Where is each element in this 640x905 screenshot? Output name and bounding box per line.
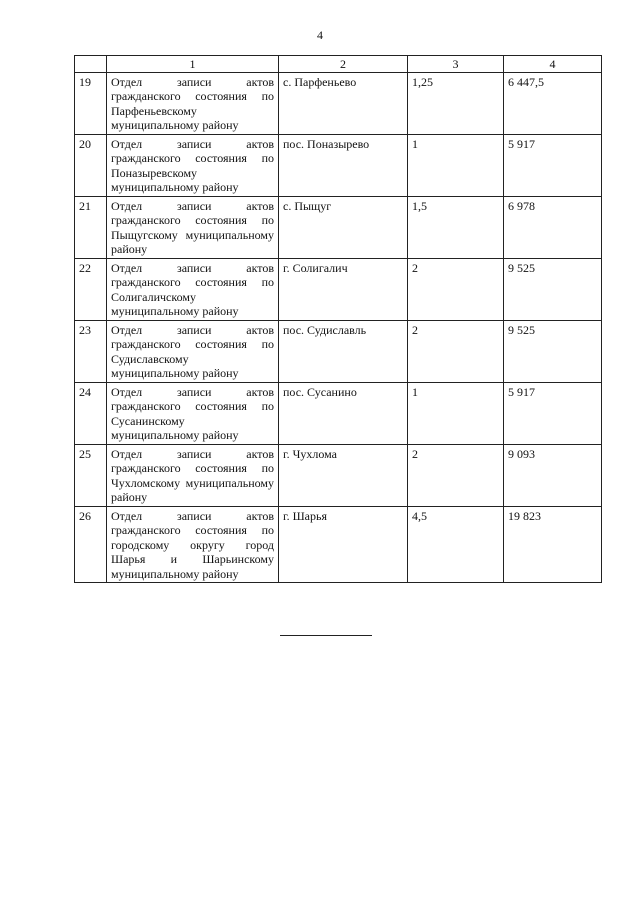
department-name: Отдел записи актов гражданского состояния по Сусанинскому муниципальному району bbox=[107, 382, 279, 444]
department-name: Отдел записи актов гражданского состояния по Судиславскому муниципальному району bbox=[107, 320, 279, 382]
header-cell-2: 2 bbox=[279, 56, 408, 73]
row-number: 26 bbox=[75, 506, 107, 583]
table-row bbox=[75, 258, 602, 320]
table-body bbox=[75, 72, 602, 583]
header-cell-number bbox=[75, 56, 107, 73]
row-number: 19 bbox=[75, 72, 107, 134]
table-row bbox=[75, 134, 602, 196]
header-cell-1: 1 bbox=[107, 56, 279, 73]
table-row bbox=[75, 196, 602, 258]
department-name: Отдел записи актов гражданского состояния по Поназыревскому муниципальному району bbox=[107, 134, 279, 196]
table-row bbox=[75, 444, 602, 506]
row-number: 25 bbox=[75, 444, 107, 506]
department-name: Отдел записи актов гражданского состояния по Чухломскому муниципальному району bbox=[107, 444, 279, 506]
amount: 5 917 bbox=[504, 382, 602, 444]
table-row bbox=[75, 382, 602, 444]
location: пос. Судиславль bbox=[279, 320, 408, 382]
location: с. Парфеньево bbox=[279, 72, 408, 134]
table-row bbox=[75, 320, 602, 382]
amount: 6 978 bbox=[504, 196, 602, 258]
department-name: Отдел записи актов гражданского состояния по Пыщугскому муниципальному району bbox=[107, 196, 279, 258]
location: пос. Поназырево bbox=[279, 134, 408, 196]
amount: 5 917 bbox=[504, 134, 602, 196]
department-name: Отдел записи актов гражданского состояния по Солигаличскому муниципальному району bbox=[107, 258, 279, 320]
row-number: 20 bbox=[75, 134, 107, 196]
amount: 9 525 bbox=[504, 258, 602, 320]
amount: 9 525 bbox=[504, 320, 602, 382]
staff-rate: 2 bbox=[408, 444, 504, 506]
staff-rate: 1 bbox=[408, 382, 504, 444]
closing-divider bbox=[280, 635, 372, 636]
staff-rate: 2 bbox=[408, 258, 504, 320]
row-number: 23 bbox=[75, 320, 107, 382]
location: г. Солигалич bbox=[279, 258, 408, 320]
department-name: Отдел записи актов гражданского состояния по Парфеньевскому муниципальному району bbox=[107, 72, 279, 134]
header-row bbox=[75, 56, 602, 73]
row-number: 22 bbox=[75, 258, 107, 320]
amount: 6 447,5 bbox=[504, 72, 602, 134]
location: г. Чухлома bbox=[279, 444, 408, 506]
staff-rate: 2 bbox=[408, 320, 504, 382]
table-row bbox=[75, 72, 602, 134]
header-cell-4: 4 bbox=[504, 56, 602, 73]
location: г. Шарья bbox=[279, 506, 408, 583]
table-row bbox=[75, 506, 602, 583]
registry-table bbox=[74, 55, 602, 583]
location: с. Пыщуг bbox=[279, 196, 408, 258]
row-number: 24 bbox=[75, 382, 107, 444]
department-name: Отдел записи актов гражданского состояния по городскому округу город Шарья и Шарьинскому муниципальному району bbox=[107, 506, 279, 583]
staff-rate: 1,25 bbox=[408, 72, 504, 134]
table-header bbox=[75, 56, 602, 73]
row-number: 21 bbox=[75, 196, 107, 258]
location: пос. Сусанино bbox=[279, 382, 408, 444]
header-cell-3: 3 bbox=[408, 56, 504, 73]
staff-rate: 1,5 bbox=[408, 196, 504, 258]
amount: 19 823 bbox=[504, 506, 602, 583]
amount: 9 093 bbox=[504, 444, 602, 506]
page-number: 4 bbox=[317, 28, 323, 42]
staff-rate: 4,5 bbox=[408, 506, 504, 583]
staff-rate: 1 bbox=[408, 134, 504, 196]
